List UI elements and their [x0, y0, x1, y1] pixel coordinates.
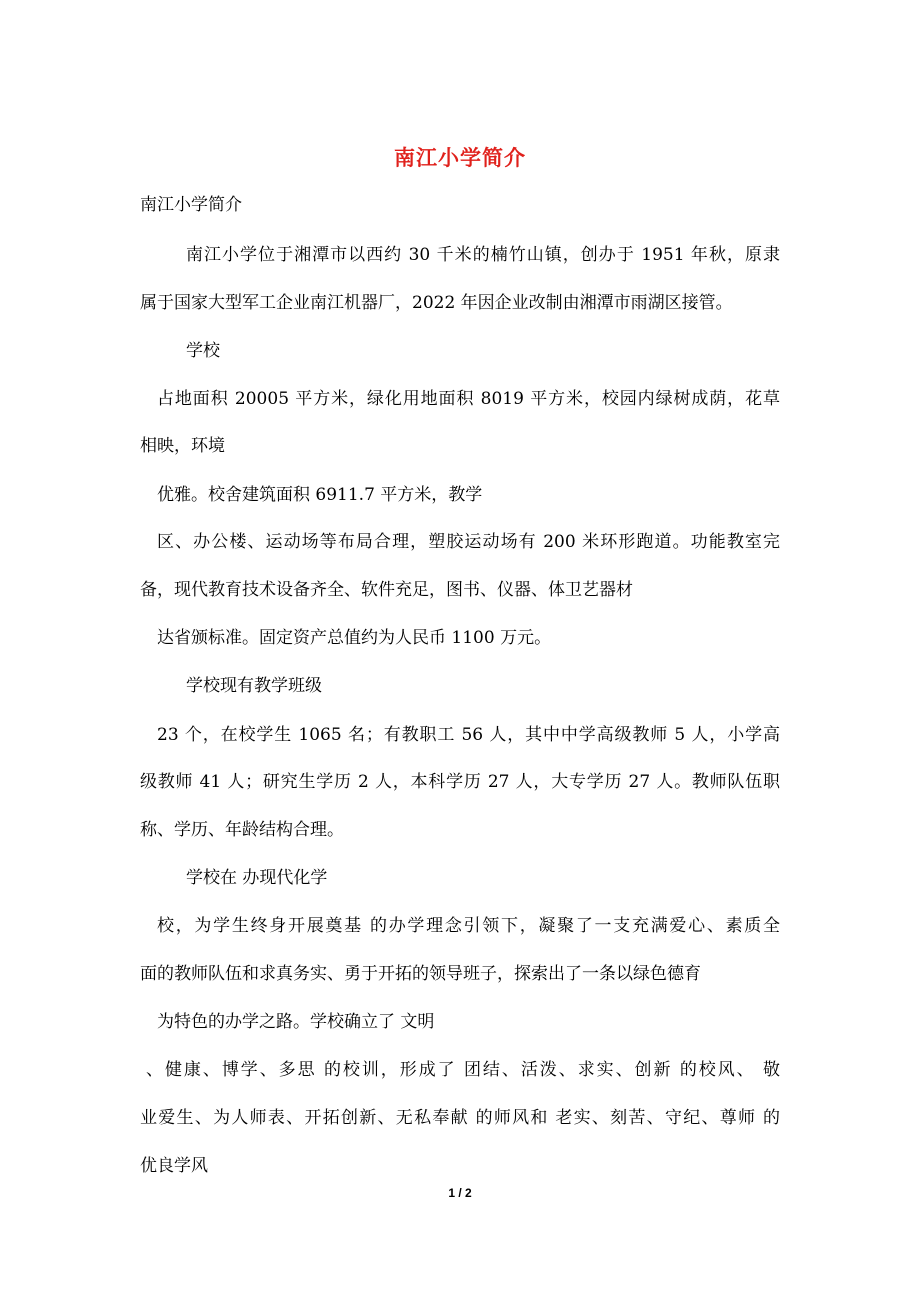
paragraph-line: 面的教师队伍和求真务实、勇于开拓的领导班子，探索出了一条以绿色德育	[140, 964, 701, 984]
paragraph-line: 优雅。校舍建筑面积 6911.7 平方米，教学	[157, 485, 483, 505]
paragraph-line-heading: 南江小学简介	[140, 195, 242, 215]
paragraph-line: 学校	[186, 341, 220, 361]
paragraph-line: 优良学风	[140, 1156, 208, 1176]
paragraph-line: 级教师 41 人；研究生学历 2 人，本科学历 27 人，大专学历 27 人。教师队伍职	[140, 772, 780, 792]
paragraph-line: 、健康、博学、多思 的校训，形成了 团结、活泼、求实、创新 的校风、 敬	[146, 1060, 780, 1080]
document-title: 南江小学简介	[394, 145, 526, 170]
paragraph-line: 区、办公楼、运动场等布局合理，塑胶运动场有 200 米环形跑道。功能教室完	[157, 532, 780, 552]
paragraph-line: 相映，环境	[140, 436, 225, 456]
paragraph-line: 学校现有教学班级	[186, 676, 322, 696]
paragraph-line: 备，现代教育技术设备齐全、软件充足，图书、仪器、体卫艺器材	[140, 580, 633, 600]
paragraph-line: 校，为学生终身开展奠基 的办学理念引领下，凝聚了一支充满爱心、素质全	[157, 916, 780, 936]
paragraph-line: 属于国家大型军工企业南江机器厂，2022 年因企业改制由湘潭市雨湖区接管。	[140, 293, 733, 313]
paragraph-line: 学校在 办现代化学	[186, 868, 328, 888]
paragraph-line: 23 个，在校学生 1065 名；有教职工 56 人，其中中学高级教师 5 人，小学高	[157, 725, 780, 745]
paragraph-line: 占地面积 20005 平方米，绿化用地面积 8019 平方米，校园内绿树成荫，花草	[157, 389, 780, 409]
paragraph-line: 称、学历、年龄结构合理。	[140, 820, 344, 840]
paragraph-line: 为特色的办学之路。学校确立了 文明	[157, 1012, 435, 1032]
paragraph-line: 达省颁标准。固定资产总值约为人民币 1100 万元。	[157, 628, 552, 648]
page-number: 1 / 2	[448, 1186, 472, 1200]
paragraph-line: 南江小学位于湘潭市以西约 30 千米的楠竹山镇，创办于 1951 年秋，原隶	[186, 245, 780, 265]
paragraph-line: 业爱生、为人师表、开拓创新、无私奉献 的师风和 老实、刻苦、守纪、尊师 的	[140, 1108, 780, 1128]
